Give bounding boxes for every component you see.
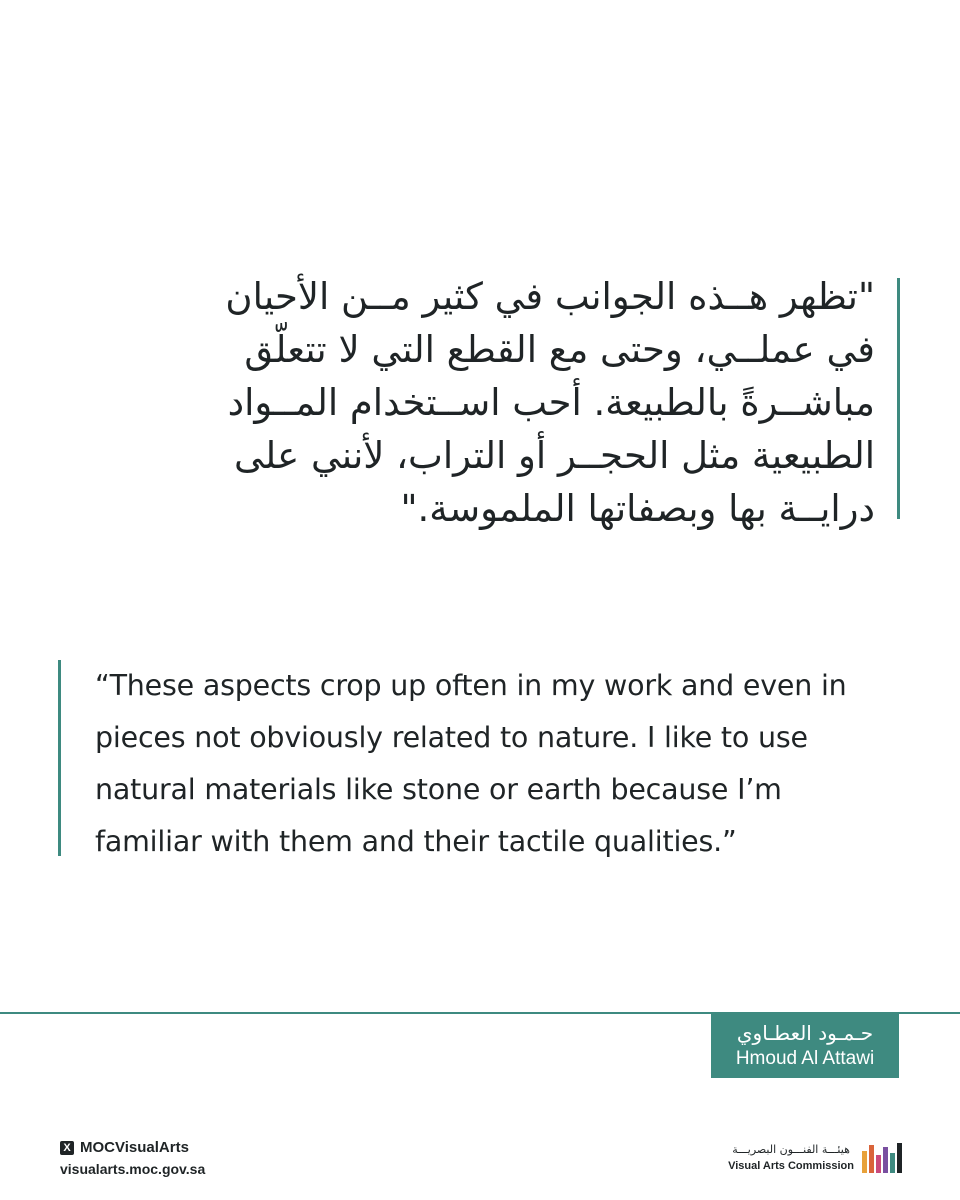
social-handle-row[interactable] [60, 1138, 205, 1158]
social-info [60, 1138, 205, 1180]
artist-name-badge [711, 1012, 899, 1078]
x-logo-icon: X [60, 1141, 74, 1155]
arabic-quote-accent-rule [897, 278, 900, 519]
artist-name-english: Hmoud Al Attawi [735, 1048, 875, 1069]
organization-logo [676, 1138, 902, 1178]
artist-name-arabic: حـمـود العطـاوي [736, 1021, 874, 1045]
website-link[interactable]: visualarts.moc.gov.sa [60, 1161, 206, 1177]
organization-name-english: Visual Arts Commission [728, 1160, 854, 1172]
social-handle[interactable]: MOCVisualArts [80, 1139, 189, 1156]
english-quote: “These aspects crop up often in my work and even in pieces not obviously related to nature. I like to use natural materials like stone or earth because I’m familiar with them and their tactile qualities.” [95, 669, 847, 858]
english-quote-accent-rule [58, 660, 61, 856]
organization-name [728, 1142, 854, 1174]
visual-arts-logo-icon [862, 1143, 902, 1173]
organization-name-arabic: هيئـــة الفنـــون البصريـــة [732, 1143, 850, 1156]
arabic-quote: "تظهر هــذه الجوانب في كثير مــن الأحيان في عملــي، وحتى مع القطع التي لا تتعلّق مباشــرةً بالطبيعة. أحب اســتخدام المــواد الطبيعية مثل الحجــر أو التراب، لأنني على درايــة بها وبصفاتها الملموسة." [225, 275, 875, 530]
